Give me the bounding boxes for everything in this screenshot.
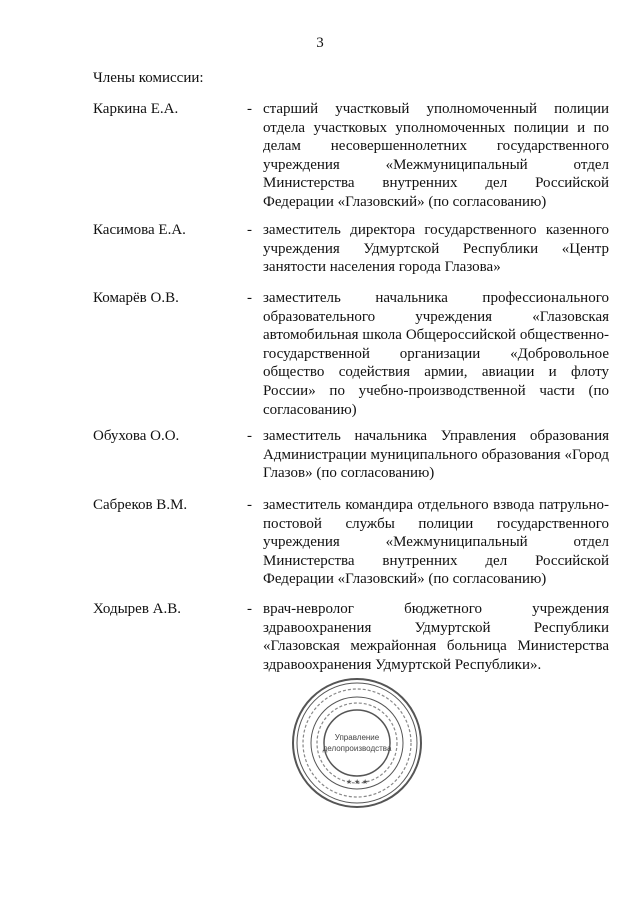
- star-icon: ★: [362, 778, 369, 786]
- member-role: заместитель командира отдельного взвода патрульно-постовой службы полиции государственного учреждения «Межмуниципальный отдел Министерства внутренних дел Российской Федерации «Глазовский» (по согласованию): [263, 497, 609, 588]
- member-dash: -: [247, 222, 252, 238]
- member-entry: [93, 496, 609, 589]
- member-role: врач-невролог бюджетного учреждения здравоохранения Удмуртской Республики «Глазовская межрайонная больница Министерства здравоохранения Удмуртской Республики».: [263, 601, 609, 673]
- member-entry: [93, 289, 609, 419]
- member-entry: [93, 221, 609, 277]
- stamp-middle-ring: [311, 697, 403, 789]
- stamp-inner-line-2: делопроизводства: [322, 744, 392, 753]
- member-entry: [93, 100, 609, 212]
- member-role: заместитель начальника профессионального образовательного учреждения «Глазовская автомобильная школа Общероссийской общественно-государственной организации «Добровольное общество содействия армии, авиации и флоту России» по учебно-производственной части (по согласованию): [263, 290, 609, 418]
- member-name: Комарёв О.В.: [93, 290, 179, 306]
- member-entry: [93, 427, 609, 483]
- member-entry: [93, 600, 609, 674]
- member-name: Сабреков В.М.: [93, 497, 188, 513]
- official-stamp: [290, 676, 424, 810]
- member-name: Ходырев А.В.: [93, 601, 181, 617]
- star-icon: ★: [346, 778, 353, 786]
- member-role: заместитель директора государственного казенного учреждения Удмуртской Республики «Центр занятости населения города Глазова»: [263, 222, 609, 276]
- page-number: 3: [316, 35, 324, 51]
- member-role: заместитель начальника Управления образования Администрации муниципального образования «Город Глазов» (по согласованию): [263, 428, 609, 482]
- stamp-outer-ring: [293, 679, 421, 807]
- member-name: Касимова Е.А.: [93, 222, 186, 238]
- stamp-inner-ring: [324, 710, 390, 776]
- stamp-seal-icon: [290, 676, 424, 810]
- stamp-stars: [346, 778, 368, 786]
- member-dash: -: [247, 601, 252, 617]
- member-dash: -: [247, 290, 252, 306]
- member-dash: -: [247, 101, 252, 117]
- member-name: Каркина Е.А.: [93, 101, 179, 117]
- member-role: старший участковый уполномоченный полиции отдела участковых уполномоченных полиции и по делам несовершеннолетних государственного учреждения «Межмуниципальный отдел Министерства внутренних дел Российской Федерации «Глазовский» (по согласованию): [263, 101, 609, 210]
- member-dash: -: [247, 497, 252, 513]
- member-name: Обухова О.О.: [93, 428, 180, 444]
- commission-members-heading: Члены комиссии:: [93, 70, 204, 86]
- stamp-inner-line-1: Управление: [334, 733, 380, 742]
- star-icon: ★: [354, 778, 361, 786]
- member-dash: -: [247, 428, 252, 444]
